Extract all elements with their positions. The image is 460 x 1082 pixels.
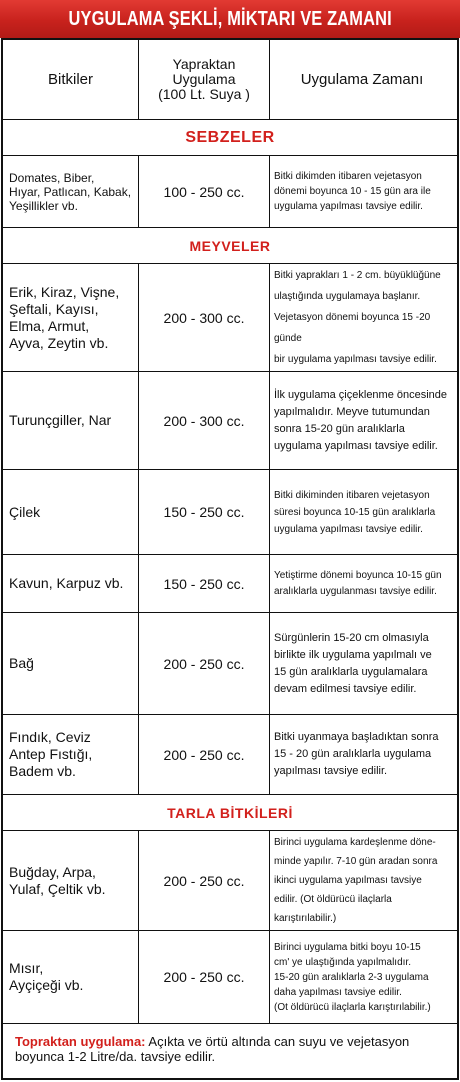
section-field-crops: TARLA BİTKİLERİ: [3, 795, 457, 831]
plant-cell: Buğday, Arpa, Yulaf, Çeltik vb.: [3, 831, 139, 930]
dose-cell: 200 - 300 cc.: [139, 372, 270, 469]
plant-cell: Turunçgiller, Nar: [3, 372, 139, 469]
soil-application-note: [3, 1024, 457, 1078]
plant-cell: Bağ: [3, 613, 139, 714]
timing-cell: Bitki dikiminden itibaren vejetasyon süresi boyunca 10-15 gün aralıklarla uygulama yapılması tavsiye edilir.: [274, 489, 436, 535]
dose-cell: 150 - 250 cc.: [139, 555, 270, 612]
table-row: [3, 555, 457, 613]
timing-cell: Birinci uygulama kardeşlenme döne- minde yapılır. 7-10 gün aradan sonra ikinci uygulama yapılması tavsiye edilir. (Ot öldürücü ilaçlarla karıştırılabilir.): [274, 837, 438, 924]
header-timing: Uygulama Zamanı: [300, 71, 424, 88]
timing-cell: İlk uygulama çiçeklenme öncesinde yapılmalıdır. Meyve tutumundan sonra 15-20 gün aralıklarla uygulama yapılması tavsiye edilir.: [274, 388, 448, 452]
plant-cell: Çilek: [3, 470, 139, 554]
dose-cell: 100 - 250 cc.: [139, 156, 270, 227]
dose-cell: 200 - 300 cc.: [139, 264, 270, 371]
header-dose: Yapraktan Uygulama (100 Lt. Suya ): [139, 40, 270, 119]
plant-cell: Domates, Biber, Hıyar, Patlıcan, Kabak, Yeşillikler vb.: [3, 156, 139, 227]
footer-label: Topraktan uygulama:: [15, 1034, 146, 1049]
table-row: [3, 831, 457, 931]
plant-cell: Fındık, Ceviz Antep Fıstığı, Badem vb.: [3, 715, 139, 794]
page-title: UYGULAMA ŞEKLİ, MİKTARI VE ZAMANI: [68, 7, 392, 30]
section-fruits: MEYVELER: [3, 228, 457, 264]
dosage-table: [1, 38, 459, 1080]
timing-cell: Sürgünlerin 15-20 cm olmasıyla birlikte ilk uygulama yapılmalı ve 15 gün aralıklarla uygulamalara devam edilmesi tavsiye edilir.: [274, 631, 432, 695]
plant-cell: Kavun, Karpuz vb.: [3, 555, 139, 612]
timing-cell: Bitki dikimden itibaren vejetasyon dönemi boyunca 10 - 15 gün ara ile uygulama yapılması tavsiye edilir.: [274, 171, 431, 212]
title-banner: [0, 0, 460, 38]
footer-text: Açıkta ve örtü altında can suyu ve vejetasyon boyunca 1-2 Litre/da. tavsiye edilir.: [15, 1034, 410, 1064]
dose-cell: 150 - 250 cc.: [139, 470, 270, 554]
table-row: [3, 156, 457, 228]
plant-cell: Erik, Kiraz, Vişne, Şeftali, Kayısı, Elma, Armut, Ayva, Zeytin vb.: [3, 264, 139, 371]
timing-cell: Birinci uygulama bitki boyu 10-15 cm' ye ulaştığında yapılmalıdır. 15-20 gün aralıklarla 2-3 uygulama daha yapılması tavsiye edilir. (Ot öldürücü ilaçlarla karıştırılabilir.): [274, 941, 431, 1013]
timing-cell: Bitki uyanmaya başladıktan sonra 15 - 20 gün aralıklarla uygulama yapılması tavsiye edilir.: [274, 731, 439, 777]
section-vegetables: SEBZELER: [3, 120, 457, 156]
table-header-row: [3, 40, 457, 120]
dose-cell: 200 - 250 cc.: [139, 931, 270, 1023]
dose-cell: 200 - 250 cc.: [139, 715, 270, 794]
table-row: [3, 715, 457, 795]
table-row: [3, 931, 457, 1024]
table-row: [3, 613, 457, 715]
table-row: [3, 372, 457, 470]
timing-cell: Yetiştirme dönemi boyunca 10-15 gün aralıklarla uygulanması tavsiye edilir.: [274, 569, 442, 597]
table-row: [3, 264, 457, 372]
header-plants: Bitkiler: [3, 40, 139, 119]
table-row: [3, 470, 457, 555]
dose-cell: 200 - 250 cc.: [139, 831, 270, 930]
plant-cell: Mısır, Ayçiçeği vb.: [3, 931, 139, 1023]
timing-cell: Bitki yaprakları 1 - 2 cm. büyüklüğüne ulaştığında uygulamaya başlanır. Vejetasyon dönemi boyunca 15 -20 günde bir uygulama yapılması tavsiye edilir.: [274, 270, 441, 365]
dose-cell: 200 - 250 cc.: [139, 613, 270, 714]
